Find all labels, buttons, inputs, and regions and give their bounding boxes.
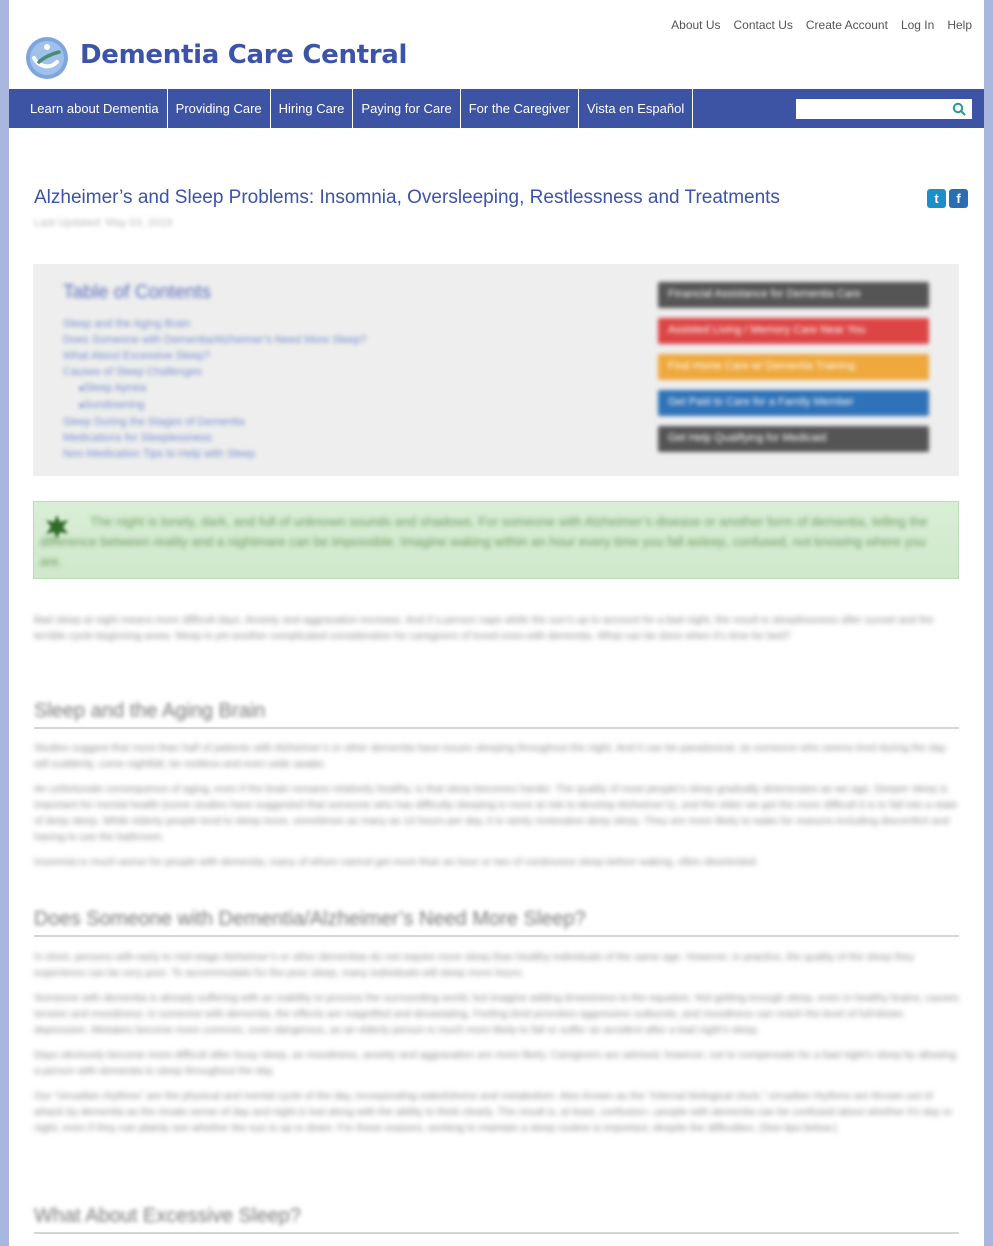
paragraph: Our “circadian rhythms” are the physical and mental cycle of the day, incorporating wakefulness and metabolism. Also known as the “internal biological clock,” circadian rhythms are thrown out of whack by dementia as the innate sense of day and night is lost along with the ability to think clearly. The result is, at least, confusion—people with dementia can be confused about whether it’s day or night, even if they can plainly see whether the sun is up or down. For these reasons, working to maintain a sleep routine is important, despite the difficulties. (See tips below.) [34,1090,953,1134]
nav-item-hiring-care[interactable]: Hiring Care [271,89,354,128]
search-icon[interactable] [952,102,966,116]
nav-item-espanol[interactable]: Vista en Español [579,89,693,128]
toc-subitem[interactable]: ■ Sundowning [63,397,366,414]
last-updated: Last Updated: May 03, 2019 [34,217,173,229]
toc-item[interactable]: What About Excessive Sleep? [63,350,210,362]
search-box [796,99,972,119]
resource-buttons [658,282,929,462]
home-care-button[interactable]: Find Home Care w/ Dementia Training [658,354,929,380]
get-paid-button[interactable]: Get Paid to Care for a Family Member [658,390,929,416]
top-link-contact[interactable]: Contact Us [733,18,793,32]
medicaid-button[interactable]: Get Help Qualifying for Medicaid [658,426,929,452]
nav-item-caregiver[interactable]: For the Caregiver [461,89,579,128]
nav-item-learn[interactable]: Learn about Dementia [9,89,168,128]
paragraph: In short, persons with early to mid-stage Alzheimer’s or other dementias do not require more sleep than healthy individuals of the same age. However, in practice, the quality of the sleep they experience can be very poor. To accommodate for the poor sleep, many individuals will sleep more hours. [34,951,915,979]
facebook-icon[interactable]: f [949,189,968,208]
article-title: Alzheimer’s and Sleep Problems: Insomnia, Oversleeping, Restlessness and Treatments [34,187,780,208]
paragraph: Studies suggest that more than half of patients with Alzheimer’s or other dementia have issues sleeping throughout the night. And it can be paradoxical, as someone who seems tired during the day will suddenly, come nightfall, be restless and even wide awake. [34,742,946,770]
toc-subitem[interactable]: ■ Sleep Apnea [63,380,366,397]
toc-item[interactable]: Causes of Sleep Challenges [63,366,202,378]
section-body-more-sleep [34,949,959,1145]
table-of-contents [63,282,366,462]
top-link-help[interactable]: Help [947,18,972,32]
intro-quote: The night is lonely, dark, and full of unknown sounds and shadows. For someone with Alzheimer’s disease or another form of dementia, telling the difference between reality and a nightmare can be impossible. Imagine waking within an hour every time you fall asleep, confused, not knowing where you are. [40,514,928,569]
page [9,0,984,1246]
paragraph: An unfortunate consequence of aging, even if the brain remains relatively healthy, is that sleep becomes harder. The quality of most people’s sleep gradually deteriorates as we age. Deeper sleep is important for mental health (some studies have suggested that someone who has difficulty sleeping is more at risk to develop Alzheimer’s), and the older we get the more difficult it is to fall into a state of deep sleep. While elderly people tend to sleep more, sometimes as many as 14 hours per day, it is rarely restorative deep sleep. They are more likely to wake for reasons including discomfort and having to use the bathroom. [34,783,958,843]
toc-item[interactable]: Sleep and the Aging Brain [63,318,191,330]
nav-item-providing-care[interactable]: Providing Care [168,89,271,128]
intro-text [34,612,959,653]
section-heading: Sleep and the Aging Brain [34,700,266,722]
section-heading: Does Someone with Dementia/Alzheimer’s Need More Sleep? [34,908,586,930]
section-heading-more-sleep [34,908,959,937]
main-nav [9,89,984,128]
section-body-aging-brain [34,740,959,879]
financial-assistance-button[interactable]: Financial Assistance for Dementia Care [658,282,929,308]
paragraph: Someone with dementia is already suffering with an inability to process the surrounding world, but imagine adding drowsiness to the equation. Not getting enough sleep, even in healthy brains, causes tension and moodiness; in someone with dementia, the effects are magnified and devastating. Feeling tired provokes aggressive outbursts, and moodiness can reach the level of full-blown depression. Mistakes become more common, even dangerous, as an elderly person is much more likely to fall or suffer an accident after a bad night’s sleep. [34,992,959,1036]
top-link-create-account[interactable]: Create Account [805,18,888,32]
nav-item-paying[interactable]: Paying for Care [353,89,460,128]
toc-box [33,264,959,476]
section-heading-aging-brain [34,700,959,729]
section-heading: What About Excessive Sleep? [34,1205,301,1227]
assisted-living-button[interactable]: Assisted Living / Memory Care Near You [658,318,929,344]
paragraph: Days obviously become more difficult after lousy sleep, as moodiness, anxiety and aggravation are more likely. Caregivers are advised, however, not to compensate for a bad night’s sleep by allowing a person with dementia to sleep throughout the day. [34,1049,957,1077]
toc-heading: Table of Contents [63,282,211,303]
social-share [927,189,968,208]
logo-icon[interactable] [25,36,69,80]
paragraph: Insomnia is much worse for people with dementia, many of whom cannot get more than an hour or two of continuous sleep before waking, often disoriented. [34,856,759,868]
paragraph: Bad sleep at night means more difficult days. Anxiety and aggravation increase. And if a person naps while the sun’s up to account for a bad night, the result is sleeplessness after sunset and the terrible cycle beginning anew. Sleep is yet another complicated consideration for caregivers of loved ones with dementia. What can be done when it’s time for bed? [34,614,934,642]
top-link-about[interactable]: About Us [671,18,721,32]
site-brand[interactable]: Dementia Care Central [80,40,408,70]
toc-item[interactable]: Sleep During the Stages of Dementia [63,416,245,428]
toc-item[interactable]: Does Someone with Dementia/Alzheimer’s Need More Sleep? [63,334,367,346]
toc-item[interactable]: Medications for Sleeplessness [63,432,212,444]
intro-quote-box [33,501,959,579]
top-link-login[interactable]: Log In [900,18,935,32]
search-input[interactable] [796,99,946,119]
twitter-icon[interactable]: t [927,189,946,208]
toc-item[interactable]: Non-Medication Tips to Help with Sleep [63,448,255,460]
section-heading-excessive-sleep [34,1205,959,1234]
top-links [658,18,972,32]
